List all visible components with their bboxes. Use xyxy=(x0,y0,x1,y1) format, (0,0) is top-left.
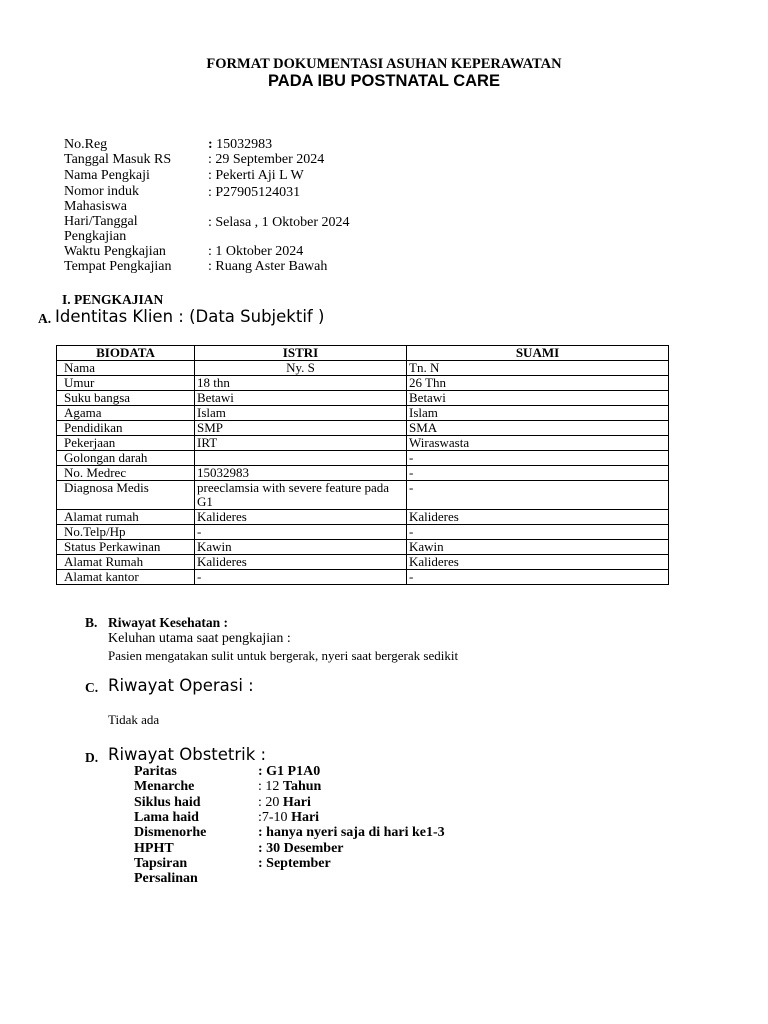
table-row xyxy=(57,451,669,466)
obs-value-dismenorhe: : hanya nyeri saja di hari ke1-3 xyxy=(258,825,445,840)
section-c-title: Riwayat Operasi : xyxy=(108,676,254,695)
biodata-table xyxy=(56,345,669,585)
row-label: Alamat kantor xyxy=(57,570,195,585)
obs-value-menarche-prefix: : 12 xyxy=(258,779,283,794)
document-subtitle: PADA IBU POSTNATAL CARE xyxy=(268,72,500,90)
obs-value-lama-unit: Hari xyxy=(291,810,320,825)
keluhan-utama-label: Keluhan utama saat pengkajian : xyxy=(108,631,291,646)
obs-value-lama-prefix: :7-10 xyxy=(258,810,292,825)
istri-cell: - xyxy=(195,525,407,540)
obs-value-menarche-unit: Tahun xyxy=(282,779,322,794)
table-row xyxy=(57,540,669,555)
suami-cell: Islam xyxy=(407,406,669,421)
table-row xyxy=(57,570,669,585)
row-label: Alamat Rumah xyxy=(57,555,195,570)
suami-cell: 26 Thn xyxy=(407,376,669,391)
row-label: Umur xyxy=(57,376,195,391)
row-label: Alamat rumah xyxy=(57,510,195,525)
obs-label-paritas: Paritas xyxy=(134,764,177,779)
row-label: Suku bangsa xyxy=(57,391,195,406)
table-row xyxy=(57,466,669,481)
table-row xyxy=(57,391,669,406)
info-label-waktu: Waktu Pengkajian xyxy=(64,244,166,259)
obs-value-paritas: : G1 P1A0 xyxy=(258,764,321,779)
table-row xyxy=(57,525,669,540)
row-label: Status Perkawinan xyxy=(57,540,195,555)
row-label: Nama xyxy=(57,361,195,376)
istri-cell xyxy=(195,451,407,466)
table-row xyxy=(57,421,669,436)
istri-cell: Kalideres xyxy=(195,510,407,525)
obs-label-dismenorhe: Dismenorhe xyxy=(134,825,207,840)
obs-label-lama-haid: Lama haid xyxy=(134,810,199,825)
section-b-title: Riwayat Kesehatan : xyxy=(108,615,228,630)
row-label: No.Telp/Hp xyxy=(57,525,195,540)
info-value-tempat: : Ruang Aster Bawah xyxy=(208,259,328,274)
info-value-tanggal-masuk: : 29 September 2024 xyxy=(208,152,325,167)
row-label: Agama xyxy=(57,406,195,421)
keluhan-utama-text: Pasien mengatakan sulit untuk bergerak, nyeri saat bergerak sedikit xyxy=(108,648,459,663)
istri-cell: preeclamsia with severe feature pada G1 xyxy=(195,481,407,510)
suami-cell: Kalideres xyxy=(407,555,669,570)
istri-cell: Betawi xyxy=(195,391,407,406)
table-row xyxy=(57,510,669,525)
section-d-title: Riwayat Obstetrik : xyxy=(108,745,267,764)
obs-value-tapsiran-persalinan: : September xyxy=(258,856,331,871)
info-value-nim: : P27905124031 xyxy=(208,185,301,200)
header-biodata: BIODATA xyxy=(57,346,195,361)
istri-cell: Kawin xyxy=(195,540,407,555)
section-d-letter: D. xyxy=(85,750,99,765)
table-row xyxy=(57,376,669,391)
suami-cell: Betawi xyxy=(407,391,669,406)
section-b-letter: B. xyxy=(85,615,98,630)
info-label-noreg: No.Reg xyxy=(64,137,108,152)
obs-value-siklus-haid xyxy=(258,795,311,810)
document-title: FORMAT DOKUMENTASI ASUHAN KEPERAWATAN xyxy=(206,56,562,72)
istri-cell: IRT xyxy=(195,436,407,451)
info-label-tempat: Tempat Pengkajian xyxy=(64,259,172,274)
section-a-title: Identitas Klien : (Data Subjektif ) xyxy=(55,307,325,326)
row-label: Pekerjaan xyxy=(57,436,195,451)
suami-cell: - xyxy=(407,466,669,481)
obs-label-hpht: HPHT xyxy=(134,841,174,856)
istri-cell: Islam xyxy=(195,406,407,421)
suami-cell: Kawin xyxy=(407,540,669,555)
suami-cell: Tn. N xyxy=(407,361,669,376)
suami-cell: Kalideres xyxy=(407,510,669,525)
info-value-noreg: : 15032983 xyxy=(208,137,273,152)
riwayat-operasi-text: Tidak ada xyxy=(108,712,160,727)
header-suami: SUAMI xyxy=(407,346,669,361)
obs-value-menarche xyxy=(258,779,321,794)
obs-label-tapsiran-persalinan: Tapsiran Persalinan xyxy=(134,856,198,886)
table-row xyxy=(57,555,669,570)
header-istri: ISTRI xyxy=(195,346,407,361)
obs-value-siklus-unit: Hari xyxy=(282,795,311,810)
table-row xyxy=(57,436,669,451)
obs-label-siklus-haid: Siklus haid xyxy=(134,795,201,810)
table-row xyxy=(57,361,669,376)
section-c-letter: C. xyxy=(85,680,99,695)
row-label: Diagnosa Medis xyxy=(57,481,195,510)
suami-cell: SMA xyxy=(407,421,669,436)
section-a-letter: A. xyxy=(38,311,52,326)
row-label: Golongan darah xyxy=(57,451,195,466)
table-row xyxy=(57,406,669,421)
table-header-row xyxy=(57,346,669,361)
info-label-nim: Nomor induk Mahasiswa xyxy=(64,184,140,214)
info-value-nama-pengkaji: : Pekerti Aji L W xyxy=(208,168,304,183)
obs-label-menarche: Menarche xyxy=(134,779,195,794)
suami-cell: - xyxy=(407,525,669,540)
section-pengkajian-heading: I. PENGKAJIAN xyxy=(62,292,164,307)
info-label-nama-pengkaji: Nama Pengkaji xyxy=(64,168,150,183)
istri-cell: SMP xyxy=(195,421,407,436)
istri-cell: Ny. S xyxy=(195,361,407,376)
table-row xyxy=(57,481,669,510)
istri-cell: 18 thn xyxy=(195,376,407,391)
suami-cell: - xyxy=(407,451,669,466)
suami-cell: - xyxy=(407,570,669,585)
obs-value-siklus-prefix: : 20 xyxy=(258,795,283,810)
obs-value-hpht: : 30 Desember xyxy=(258,841,344,856)
info-label-hari-tanggal: Hari/Tanggal Pengkajian xyxy=(64,214,138,244)
istri-cell: - xyxy=(195,570,407,585)
suami-cell: Wiraswasta xyxy=(407,436,669,451)
info-label-tanggal-masuk: Tanggal Masuk RS xyxy=(64,152,172,167)
suami-cell: - xyxy=(407,481,669,510)
istri-cell: Kalideres xyxy=(195,555,407,570)
row-label: Pendidikan xyxy=(57,421,195,436)
info-value-waktu: : 1 Oktober 2024 xyxy=(208,244,304,259)
obs-value-lama-haid xyxy=(258,810,319,825)
istri-cell: 15032983 xyxy=(195,466,407,481)
row-label: No. Medrec xyxy=(57,466,195,481)
info-value-hari-tanggal: : Selasa , 1 Oktober 2024 xyxy=(208,215,350,230)
